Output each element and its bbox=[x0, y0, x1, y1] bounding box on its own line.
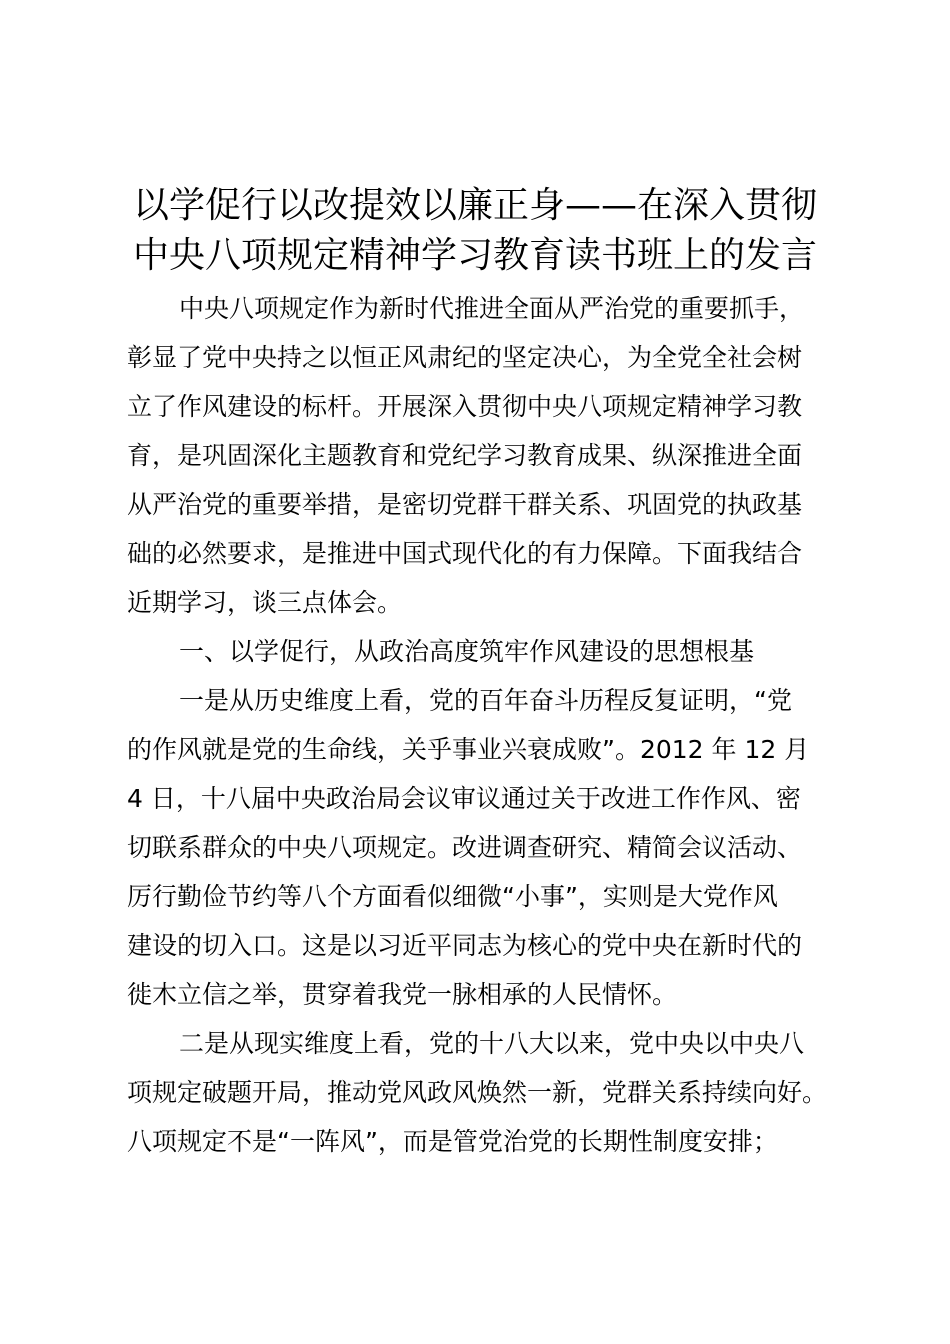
text-line: 切联系群众的中央八项规定。改进调查研究、精简会议活动、 bbox=[127, 833, 803, 862]
text-line: 中央八项规定作为新时代推进全面从严治党的重要抓手， bbox=[179, 294, 805, 323]
text-line: 4 日，十八届中央政治局会议审议通过关于改进工作作风、密 bbox=[127, 784, 801, 813]
text-line: 一、以学促行，从政治高度筑牢作风建设的思想根基 bbox=[179, 637, 755, 666]
text-line: 从严治党的重要举措，是密切党群干群关系、巩固党的执政基 bbox=[127, 490, 803, 519]
document-title-line-2: 中央八项规定精神学习教育读书班上的发言 bbox=[132, 235, 817, 276]
paragraph-intro bbox=[127, 284, 839, 627]
paragraph-historical bbox=[127, 676, 839, 1019]
text-line: 八项规定不是“一阵风”，而是管党治党的长期性制度安排； bbox=[127, 1127, 778, 1156]
text-line: 厉行勤俭节约等八个方面看似细微“小事”，实则是大党作风 bbox=[127, 882, 778, 911]
paragraph-realistic bbox=[127, 1019, 839, 1166]
document-title-line-1: 以学促行以改提效以廉正身——在深入贯彻 bbox=[132, 185, 817, 226]
section-heading-1 bbox=[127, 627, 839, 676]
text-line: 项规定破题开局，推动党风政风焕然一新，党群关系持续向好。 bbox=[127, 1078, 828, 1107]
text-line: 徙木立信之举，贯穿着我党一脉相承的人民情怀。 bbox=[127, 980, 678, 1009]
text-line: 立了作风建设的标杆。开展深入贯彻中央八项规定精神学习教 bbox=[127, 392, 803, 421]
text-line: 的作风就是党的生命线，关乎事业兴衰成败”。2012 年 12 月 bbox=[127, 735, 810, 764]
document-body bbox=[127, 284, 839, 1166]
text-line: 二是从现实维度上看，党的十八大以来，党中央以中央八 bbox=[179, 1029, 805, 1058]
text-line: 建设的切入口。这是以习近平同志为核心的党中央在新时代的 bbox=[127, 931, 803, 960]
text-line: 彰显了党中央持之以恒正风肃纪的坚定决心，为全党全社会树 bbox=[127, 343, 803, 372]
text-line: 础的必然要求，是推进中国式现代化的有力保障。下面我结合 bbox=[127, 539, 803, 568]
text-line: 近期学习，谈三点体会。 bbox=[127, 588, 403, 617]
text-line: 育，是巩固深化主题教育和党纪学习教育成果、纵深推进全面 bbox=[127, 441, 803, 470]
text-line: 一是从历史维度上看，党的百年奋斗历程反复证明，“党 bbox=[179, 686, 792, 715]
